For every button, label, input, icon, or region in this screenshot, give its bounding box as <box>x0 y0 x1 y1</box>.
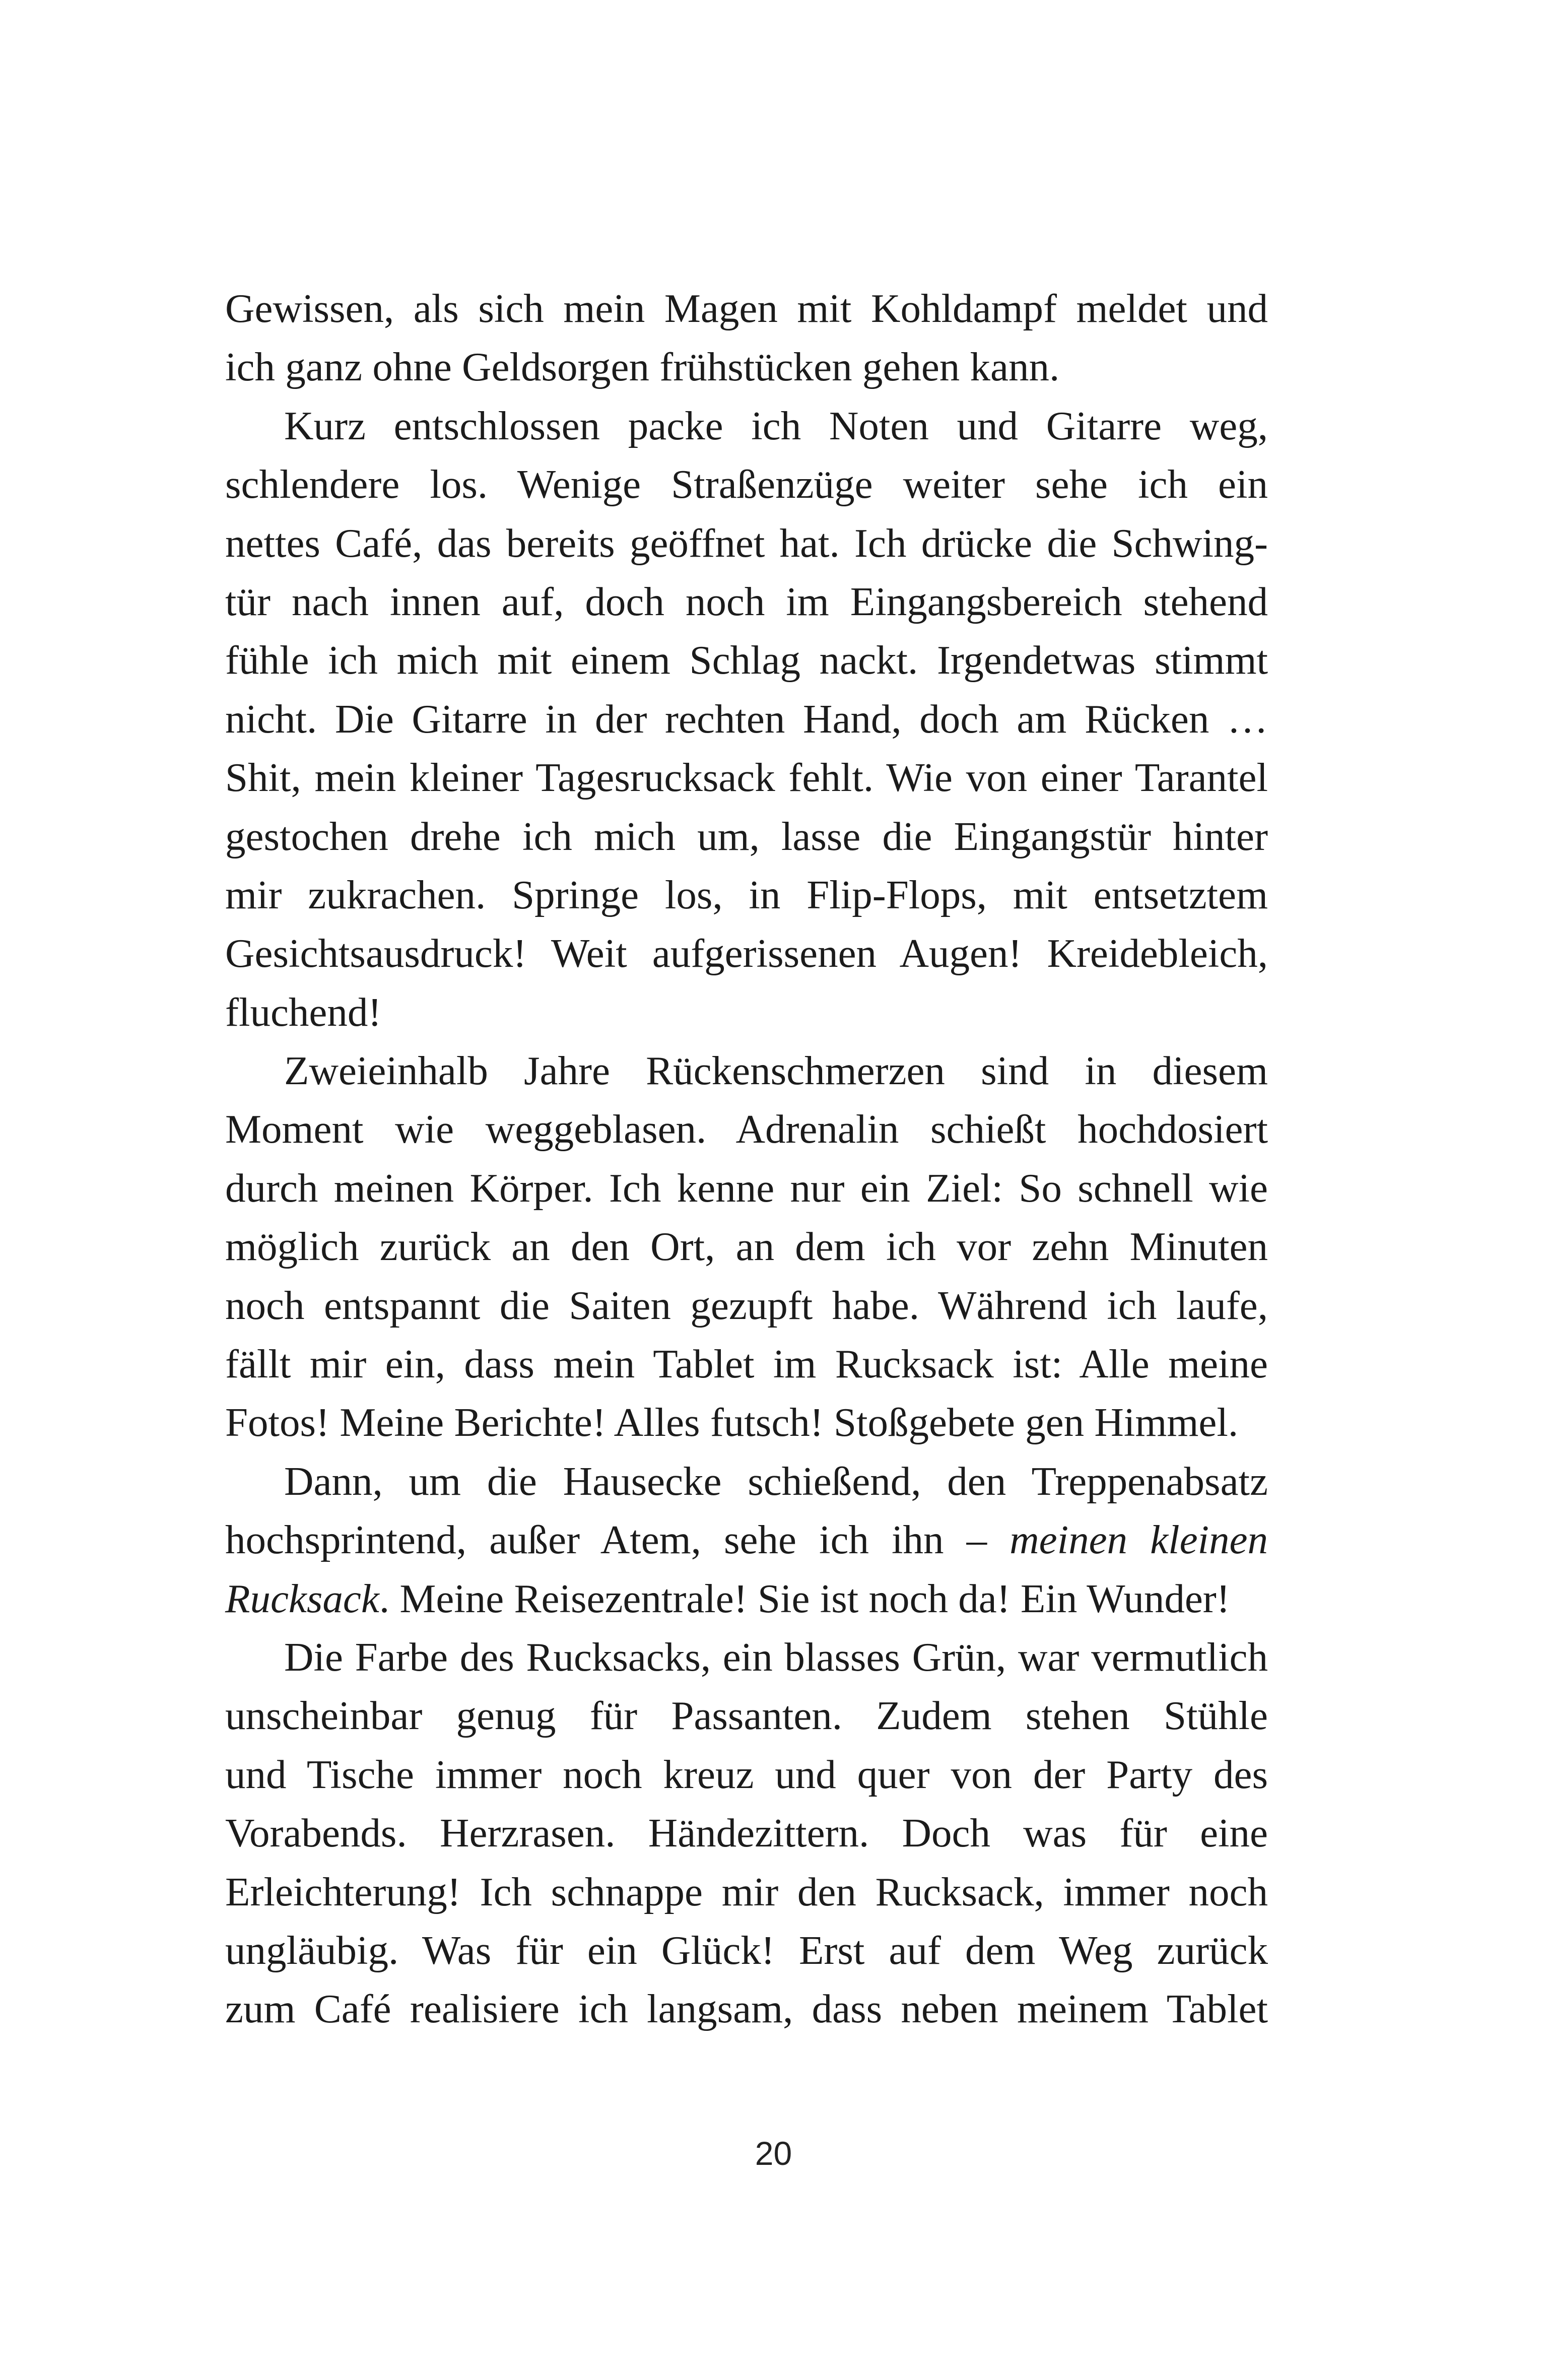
text-line: Die Farbe des Rucksacks, ein blasses Grün, war vermutlich <box>284 1634 1268 1680</box>
text-line: nicht. Die Gitarre in der rechten Hand, doch am Rücken … <box>225 696 1268 742</box>
text-line: möglich zurück an den Ort, an dem ich vor zehn Minuten <box>225 1224 1268 1270</box>
text-line: Fotos! Meine Berichte! Alles futsch! Stoßgebete gen Himmel. <box>225 1400 1239 1445</box>
italic-text: Rucksack <box>225 1575 379 1621</box>
text-line: fluchend! <box>225 989 382 1035</box>
text-line: fühle ich mich mit einem Schlag nackt. Irgendetwas stimmt <box>225 637 1268 683</box>
text-line: nettes Café, das bereits geöffnet hat. Ich drücke die Schwing- <box>225 520 1268 566</box>
text-line: Zweieinhalb Jahre Rückenschmerzen sind in diesem <box>284 1048 1268 1094</box>
text-segment: . Meine Reisezentrale! Sie ist noch da! Ein Wunder! <box>379 1575 1230 1621</box>
text-line: Shit, mein kleiner Tagesrucksack fehlt. Wie von einer Tarantel <box>225 755 1268 801</box>
text-line: Moment wie weggeblasen. Adrenalin schießt hochdosiert <box>225 1106 1268 1152</box>
text-line: Gesichtsausdruck! Weit aufgerissenen Augen! Kreidebleich, <box>225 931 1268 976</box>
text-line: Kurz entschlossen packe ich Noten und Gitarre weg, <box>284 403 1268 448</box>
text-line: Erleichterung! Ich schnappe mir den Rucksack, immer noch <box>225 1869 1268 1914</box>
text-line: unscheinbar genug für Passanten. Zudem stehen Stühle <box>225 1693 1268 1739</box>
text-line: tür nach innen auf, doch noch im Eingangsbereich stehend <box>225 578 1268 624</box>
text-line: noch entspannt die Saiten gezupft habe. Während ich laufe, <box>225 1282 1268 1328</box>
italic-text: meinen kleinen <box>1010 1517 1268 1563</box>
text-line: fällt mir ein, dass mein Tablet im Rucksack ist: Alle meine <box>225 1341 1268 1387</box>
text-line: Dann, um die Hausecke schießend, den Treppenabsatz <box>284 1458 1268 1504</box>
text-line: ungläubig. Was für ein Glück! Erst auf dem Weg zurück <box>225 1927 1268 1973</box>
text-line <box>225 1569 1268 1628</box>
text-line: zum Café realisiere ich langsam, dass neben meinem Tablet <box>225 1986 1268 2032</box>
text-line: schlendere los. Wenige Straßenzüge weiter sehe ich ein <box>225 461 1268 507</box>
text-line: mir zukrachen. Springe los, in Flip-Flops, mit entsetztem <box>225 872 1268 917</box>
body-text <box>225 279 1268 2038</box>
text-line: Vorabends. Herzrasen. Händezittern. Doch was für eine <box>225 1810 1268 1856</box>
text-segment: hochsprintend, außer Atem, sehe ich ihn – <box>225 1517 987 1563</box>
text-line: durch meinen Körper. Ich kenne nur ein Ziel: So schnell wie <box>225 1165 1268 1211</box>
text-line: gestochen drehe ich mich um, lasse die Eingangstür hinter <box>225 813 1268 859</box>
text-line: Gewissen, als sich mein Magen mit Kohldampf meldet und <box>225 286 1268 331</box>
text-line: und Tische immer noch kreuz und quer von der Party des <box>225 1751 1268 1797</box>
text-line <box>225 1510 1268 1569</box>
page-number: 20 <box>755 2135 792 2172</box>
text-line: ich ganz ohne Geldsorgen frühstücken gehen kann. <box>225 344 1060 390</box>
